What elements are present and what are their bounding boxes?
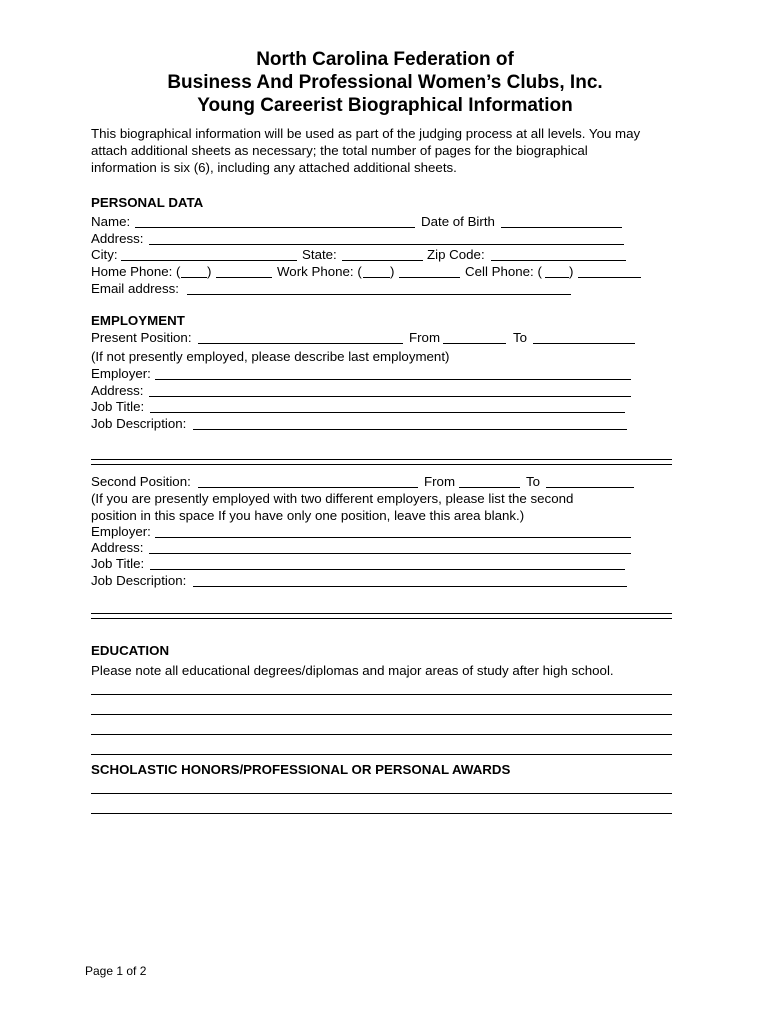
home-phone-area-field[interactable] [181, 263, 207, 278]
second-note-line-1: (If you are presently employed with two different employers, please list the second [91, 491, 574, 506]
form-title-line-2: Business And Professional Women’s Clubs, Inc. [167, 72, 603, 93]
email-field[interactable] [187, 280, 571, 295]
education-line[interactable] [91, 700, 672, 715]
awards-line[interactable] [91, 779, 672, 794]
state-field[interactable] [342, 246, 423, 261]
second-job-description-field[interactable] [193, 572, 627, 587]
dob-field[interactable] [501, 213, 622, 228]
second-job-title-label: Job Title: [91, 556, 145, 571]
second-from-field[interactable] [459, 473, 520, 488]
employer-field[interactable] [155, 365, 631, 380]
second-address-label: Address: [91, 540, 144, 555]
second-job-title-field[interactable] [150, 555, 625, 570]
job-title-label: Job Title: [91, 399, 145, 414]
second-position-field[interactable] [198, 473, 418, 488]
cell-phone-close: ) [569, 264, 574, 279]
city-label: City: [91, 247, 118, 262]
section-divider [91, 464, 672, 465]
email-label: Email address: [91, 281, 179, 296]
awards-line[interactable] [91, 799, 672, 814]
job-description-field[interactable] [193, 415, 627, 430]
home-phone-field[interactable] [216, 263, 272, 278]
education-line[interactable] [91, 680, 672, 695]
address-label: Address: [91, 231, 144, 246]
present-from-label: From [409, 330, 441, 345]
form-title-line-1: North Carolina Federation of [256, 49, 514, 70]
name-label: Name: [91, 214, 131, 229]
awards-heading: SCHOLASTIC HONORS/PROFESSIONAL OR PERSONAL AWARDS [91, 762, 511, 777]
education-line[interactable] [91, 720, 672, 735]
section-divider [91, 459, 672, 460]
work-phone-close: ) [390, 264, 395, 279]
section-divider [91, 618, 672, 619]
employer-address-label: Address: [91, 383, 144, 398]
second-to-field[interactable] [546, 473, 634, 488]
address-field[interactable] [149, 230, 624, 245]
second-to-label: To [526, 474, 541, 489]
present-to-field[interactable] [533, 329, 635, 344]
home-phone-close: ) [207, 264, 212, 279]
education-line[interactable] [91, 740, 672, 755]
intro-line-2: attach additional sheets as necessary; the total number of pages for the biographical [91, 143, 588, 158]
intro-line-1: This biographical information will be used as part of the judging process at all levels. You may [91, 126, 641, 141]
second-job-description-label: Job Description: [91, 573, 187, 588]
education-heading: EDUCATION [91, 643, 170, 658]
present-from-field[interactable] [443, 329, 506, 344]
zip-label: Zip Code: [427, 247, 485, 262]
second-employer-field[interactable] [155, 523, 631, 538]
personal-data-heading: PERSONAL DATA [91, 195, 204, 210]
work-phone-label: Work Phone: ( [277, 264, 362, 279]
cell-phone-label: Cell Phone: ( [465, 264, 542, 279]
name-field[interactable] [135, 213, 415, 228]
form-title-line-3: Young Careerist Biographical Information [197, 95, 573, 116]
education-note: Please note all educational degrees/diplomas and major areas of study after high school. [91, 663, 614, 678]
section-divider [91, 613, 672, 614]
job-description-label: Job Description: [91, 416, 187, 431]
intro-line-3: information is six (6), including any attached additional sheets. [91, 160, 457, 175]
employer-address-field[interactable] [149, 382, 631, 397]
second-address-field[interactable] [149, 539, 631, 554]
second-from-label: From [424, 474, 456, 489]
zip-field[interactable] [491, 246, 626, 261]
cell-phone-area-field[interactable] [545, 263, 569, 278]
employer-label: Employer: [91, 366, 151, 381]
present-position-label: Present Position: [91, 330, 192, 345]
present-to-label: To [513, 330, 528, 345]
job-title-field[interactable] [150, 398, 625, 413]
city-field[interactable] [121, 246, 297, 261]
not-employed-note: (If not presently employed, please describe last employment) [91, 349, 450, 364]
employment-heading: EMPLOYMENT [91, 313, 185, 328]
work-phone-field[interactable] [399, 263, 460, 278]
home-phone-label: Home Phone: ( [91, 264, 181, 279]
second-note-line-2: position in this space If you have only one position, leave this area blank.) [91, 508, 525, 523]
dob-label: Date of Birth [421, 214, 495, 229]
cell-phone-field[interactable] [578, 263, 641, 278]
second-position-label: Second Position: [91, 474, 191, 489]
page-number: Page 1 of 2 [85, 964, 147, 978]
second-employer-label: Employer: [91, 524, 151, 539]
work-phone-area-field[interactable] [363, 263, 390, 278]
state-label: State: [302, 247, 337, 262]
present-position-field[interactable] [198, 329, 403, 344]
